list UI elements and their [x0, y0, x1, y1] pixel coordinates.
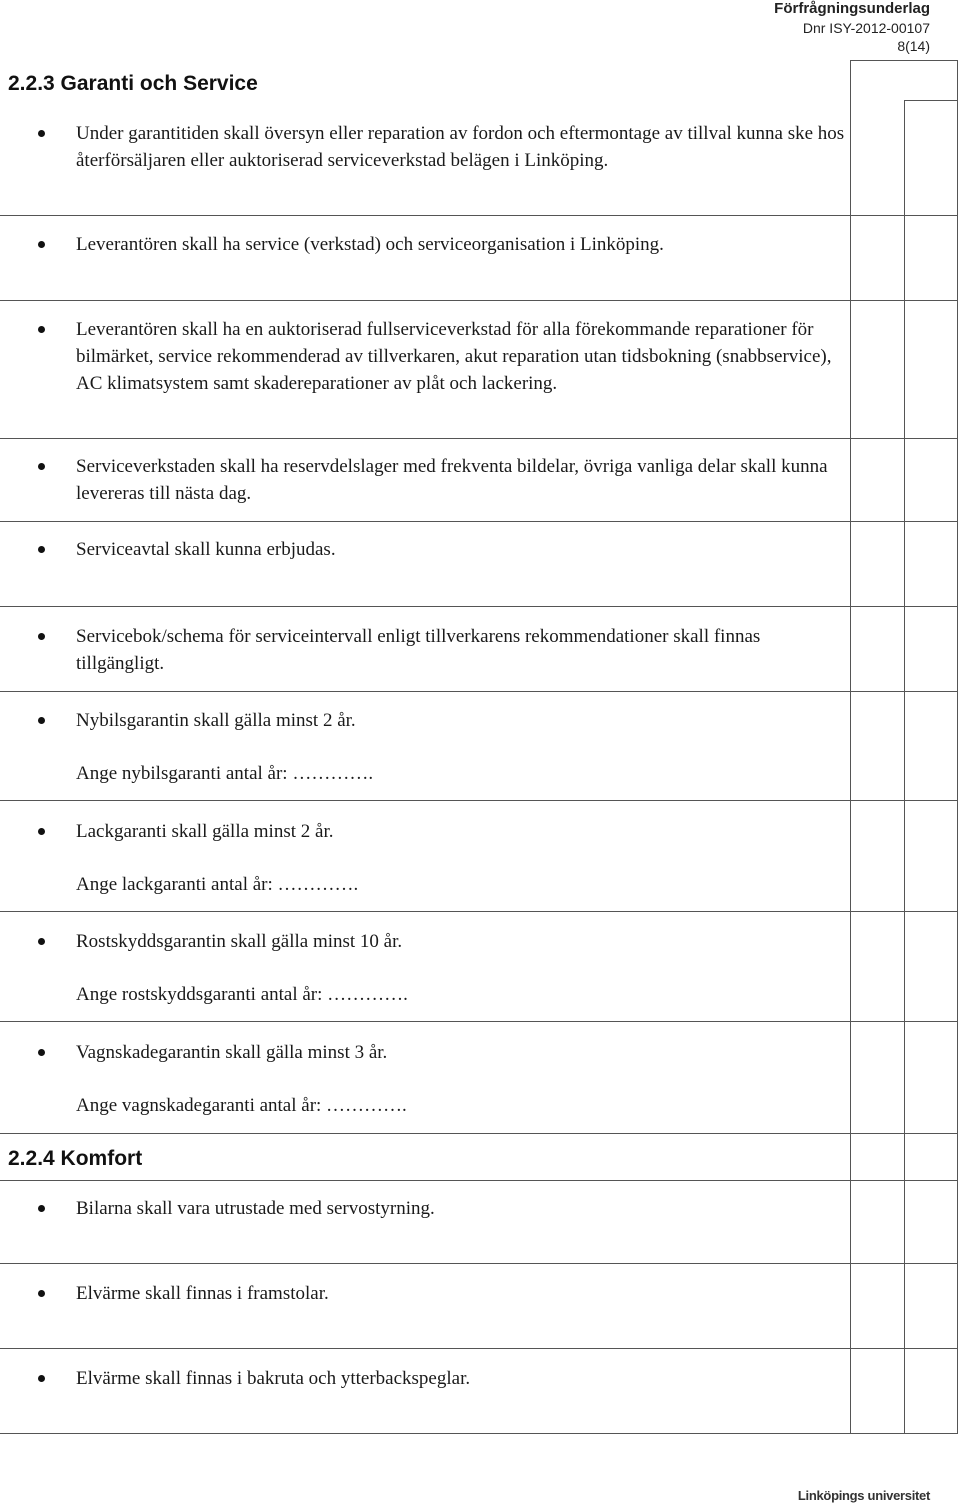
- list-item-text: Leverantören skall ha service (verkstad) och serviceorganisation i Linköping.: [76, 234, 664, 255]
- bullet-icon: [38, 1049, 45, 1056]
- bullet-icon: [38, 938, 45, 945]
- bullet-icon: [38, 828, 45, 835]
- bullet-icon: [38, 130, 45, 137]
- list-item-text: Serviceverkstaden skall ha reservdelslager med frekventa bildelar, övriga vanliga delar skall kunna levereras till nästa dag.: [76, 456, 828, 504]
- list-item-text: Vagnskadegarantin skall gälla minst 3 år.: [76, 1042, 388, 1063]
- list-item-text: Rostskyddsgarantin skall gälla minst 10 år.: [76, 931, 403, 952]
- list-item-text: Elvärme skall finnas i framstolar.: [76, 1283, 329, 1304]
- bullet-icon: [38, 241, 45, 248]
- bullet-icon: [38, 1375, 45, 1382]
- bullet-icon: [38, 326, 45, 333]
- warranty-prompt: Ange vagnskadegaranti antal år: ………….: [76, 1095, 407, 1116]
- bullet-icon: [38, 717, 45, 724]
- list-item-text: Servicebok/schema för serviceintervall enligt tillverkarens rekommendationer skall finnas tillgängligt.: [76, 626, 761, 674]
- list-item-text: Serviceavtal skall kunna erbjudas.: [76, 539, 336, 560]
- list-item-text: Lackgaranti skall gälla minst 2 år.: [76, 821, 334, 842]
- bullet-icon: [38, 463, 45, 470]
- section-title-komfort: 2.2.4 Komfort: [8, 1147, 143, 1170]
- list-item-text: Elvärme skall finnas i bakruta och ytterbackspeglar.: [76, 1368, 471, 1389]
- warranty-prompt: Ange nybilsgaranti antal år: ………….: [76, 763, 374, 784]
- university-logo: Linköpings universitet: [797, 1488, 930, 1503]
- warranty-prompt: Ange rostskyddsgaranti antal år: ………….: [76, 984, 408, 1005]
- page-number: 8(14): [897, 38, 930, 54]
- document-type: Förfrågningsunderlag: [774, 0, 930, 17]
- warranty-prompt: Ange lackgaranti antal år: ………….: [76, 874, 359, 895]
- list-item-text: Leverantören skall ha en auktoriserad fullserviceverkstad för alla förekommande reparationer för bilmärket, service rekommenderad av tillverkaren, akut reparation utan tidsbokning (snabbservice), AC klimatsystem samt skadereparationer av plåt och lackering.: [76, 319, 832, 394]
- bullet-icon: [38, 1205, 45, 1212]
- document-number: Dnr ISY-2012-00107: [802, 20, 930, 36]
- list-item-text: Under garantitiden skall översyn eller reparation av fordon och eftermontage av tillval kunna ske hos återförsäljaren eller auktoriserad serviceverkstad belägen i Linköping.: [76, 123, 845, 171]
- bullet-icon: [38, 1290, 45, 1297]
- list-item-text: Bilarna skall vara utrustade med servostyrning.: [76, 1198, 435, 1219]
- bullet-icon: [38, 633, 45, 640]
- section-title-garanti: 2.2.3 Garanti och Service: [8, 72, 258, 95]
- list-item-text: Nybilsgarantin skall gälla minst 2 år.: [76, 710, 356, 731]
- bullet-icon: [38, 546, 45, 553]
